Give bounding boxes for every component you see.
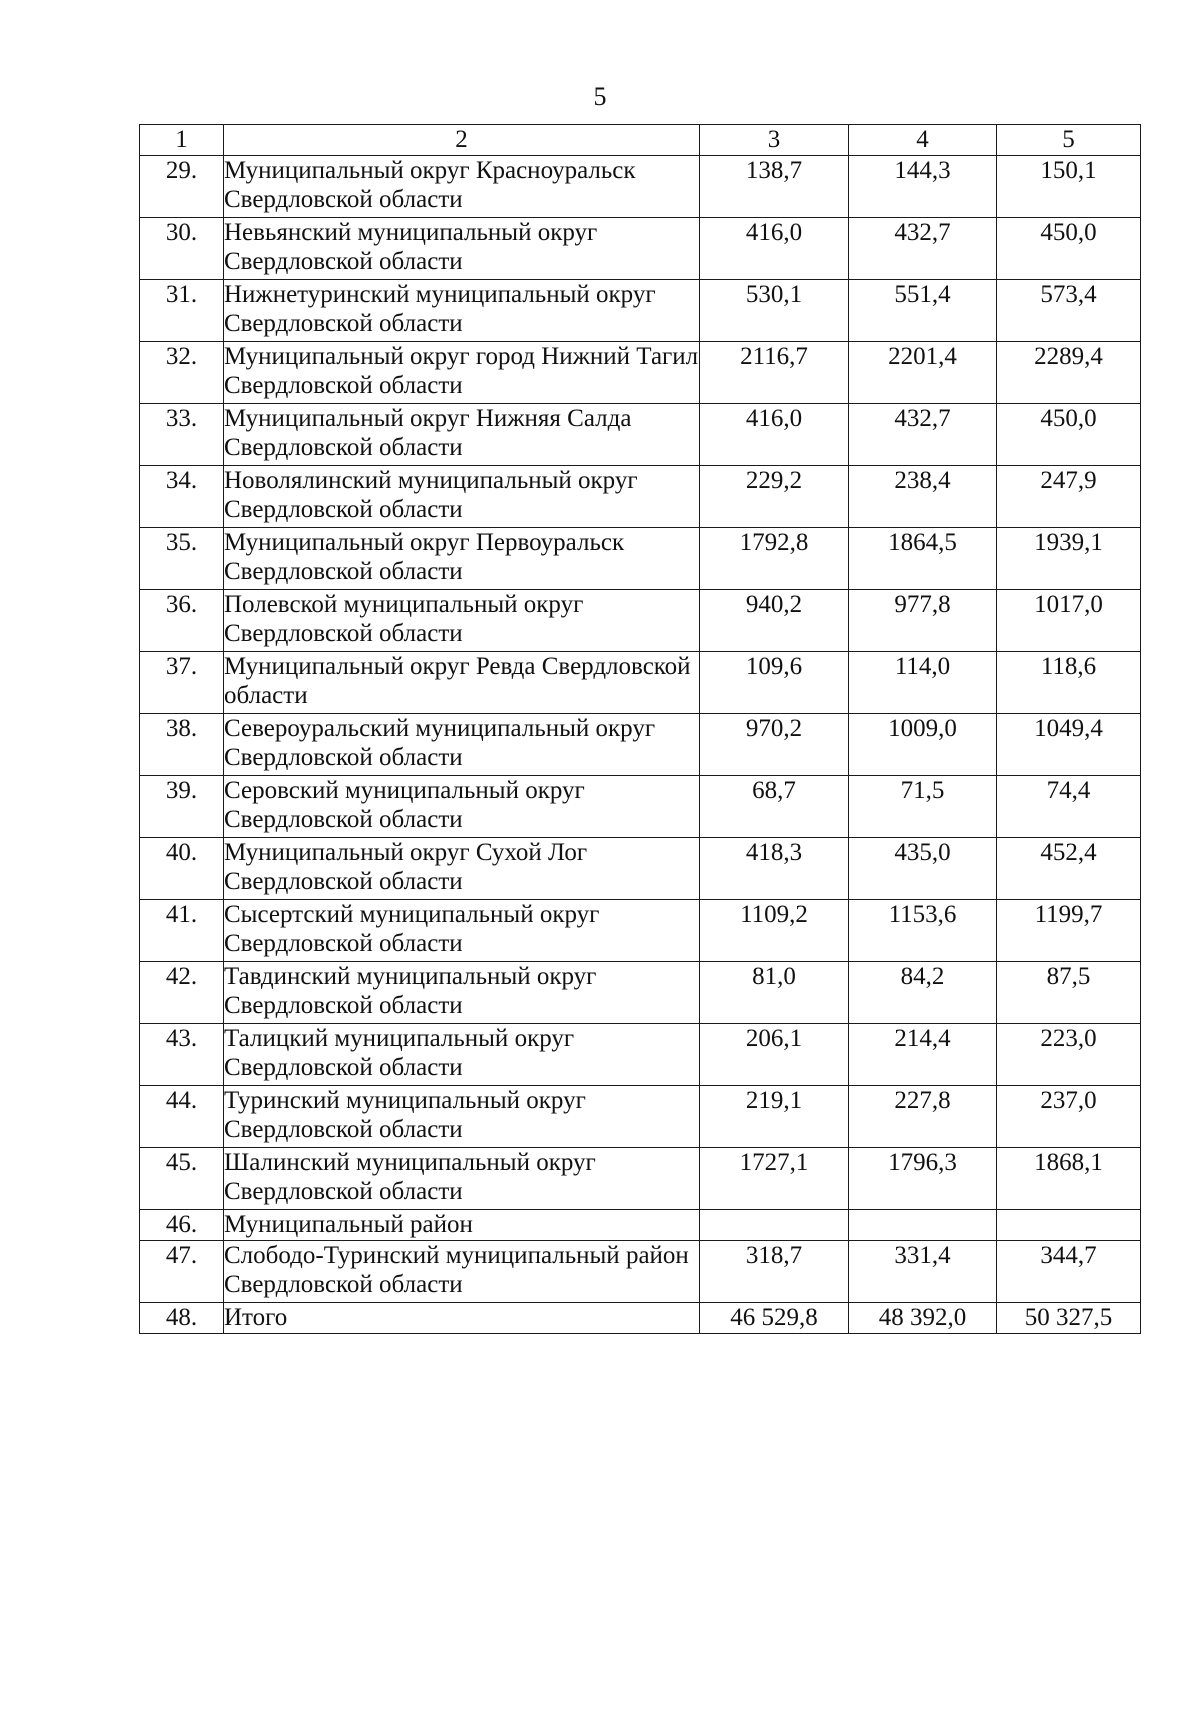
value-col-3: 318,7	[700, 1241, 849, 1303]
page-number: 5	[593, 82, 607, 111]
value-col-4: 71,5	[849, 776, 997, 838]
value-col-5: 344,7	[997, 1241, 1141, 1303]
value-col-3: 68,7	[700, 776, 849, 838]
row-number: 36.	[140, 590, 224, 652]
value-col-4: 1009,0	[849, 714, 997, 776]
row-number: 45.	[140, 1148, 224, 1210]
table-row	[140, 1241, 1141, 1303]
municipality-name: Итого	[224, 1303, 700, 1334]
row-number: 46.	[140, 1210, 224, 1241]
table-row	[140, 1024, 1141, 1086]
value-col-3: 109,6	[700, 652, 849, 714]
table-row	[140, 590, 1141, 652]
municipality-name: Тавдинский муниципальный округ Свердловской области	[224, 962, 700, 1024]
row-number: 39.	[140, 776, 224, 838]
municipality-name: Слободо-Туринский муниципальный район Свердловской области	[224, 1241, 700, 1303]
row-number: 48.	[140, 1303, 224, 1334]
value-col-3: 1792,8	[700, 528, 849, 590]
value-col-5: 247,9	[997, 466, 1141, 528]
value-col-4: 84,2	[849, 962, 997, 1024]
value-col-4: 1153,6	[849, 900, 997, 962]
row-number: 37.	[140, 652, 224, 714]
table-row	[140, 900, 1141, 962]
municipality-name: Невьянский муниципальный округ Свердловской области	[224, 218, 700, 280]
column-header: 1	[140, 125, 224, 156]
value-col-4: 2201,4	[849, 342, 997, 404]
municipality-name: Муниципальный округ Красноуральск Свердловской области	[224, 156, 700, 218]
row-number: 31.	[140, 280, 224, 342]
row-number: 47.	[140, 1241, 224, 1303]
value-col-4: 48 392,0	[849, 1303, 997, 1334]
municipality-name: Североуральский муниципальный округ Свердловской области	[224, 714, 700, 776]
value-col-4: 1864,5	[849, 528, 997, 590]
table-row	[140, 1148, 1141, 1210]
municipality-name: Туринский муниципальный округ Свердловской области	[224, 1086, 700, 1148]
value-col-3: 206,1	[700, 1024, 849, 1086]
value-col-3: 229,2	[700, 466, 849, 528]
value-col-5: 118,6	[997, 652, 1141, 714]
table-row	[140, 466, 1141, 528]
value-col-5: 150,1	[997, 156, 1141, 218]
value-col-4: 114,0	[849, 652, 997, 714]
table-row	[140, 218, 1141, 280]
municipality-name: Муниципальный округ город Нижний Тагил Свердловской области	[224, 342, 700, 404]
value-col-5: 573,4	[997, 280, 1141, 342]
column-header: 5	[997, 125, 1141, 156]
value-col-5: 1868,1	[997, 1148, 1141, 1210]
table-row	[140, 280, 1141, 342]
table-row	[140, 776, 1141, 838]
municipality-name: Муниципальный округ Сухой Лог Свердловской области	[224, 838, 700, 900]
value-col-3	[700, 1210, 849, 1241]
row-number: 34.	[140, 466, 224, 528]
value-col-3: 46 529,8	[700, 1303, 849, 1334]
row-number: 33.	[140, 404, 224, 466]
column-header: 3	[700, 125, 849, 156]
value-col-5: 237,0	[997, 1086, 1141, 1148]
value-col-4: 432,7	[849, 218, 997, 280]
table-row	[140, 1210, 1141, 1241]
value-col-4: 1796,3	[849, 1148, 997, 1210]
value-col-4: 435,0	[849, 838, 997, 900]
municipality-name: Полевской муниципальный округ Свердловской области	[224, 590, 700, 652]
table-row	[140, 652, 1141, 714]
municipality-name: Муниципальный район	[224, 1210, 700, 1241]
municipality-name: Серовский муниципальный округ Свердловской области	[224, 776, 700, 838]
table-row	[140, 156, 1141, 218]
value-col-3: 418,3	[700, 838, 849, 900]
value-col-5	[997, 1210, 1141, 1241]
value-col-4: 551,4	[849, 280, 997, 342]
allocation-table	[139, 124, 1141, 1334]
municipality-name: Муниципальный округ Нижняя Салда Свердловской области	[224, 404, 700, 466]
column-header: 2	[224, 125, 700, 156]
table-row	[140, 962, 1141, 1024]
value-col-3: 219,1	[700, 1086, 849, 1148]
table-row	[140, 1303, 1141, 1334]
value-col-3: 138,7	[700, 156, 849, 218]
value-col-3: 530,1	[700, 280, 849, 342]
row-number: 43.	[140, 1024, 224, 1086]
value-col-4: 144,3	[849, 156, 997, 218]
municipality-name: Нижнетуринский муниципальный округ Свердловской области	[224, 280, 700, 342]
value-col-4: 238,4	[849, 466, 997, 528]
value-col-4: 227,8	[849, 1086, 997, 1148]
table-row	[140, 714, 1141, 776]
value-col-3: 81,0	[700, 962, 849, 1024]
value-col-3: 1727,1	[700, 1148, 849, 1210]
row-number: 32.	[140, 342, 224, 404]
value-col-5: 1939,1	[997, 528, 1141, 590]
value-col-3: 2116,7	[700, 342, 849, 404]
value-col-3: 940,2	[700, 590, 849, 652]
value-col-5: 50 327,5	[997, 1303, 1141, 1334]
table-header-row	[140, 125, 1141, 156]
table-row	[140, 838, 1141, 900]
value-col-4: 214,4	[849, 1024, 997, 1086]
value-col-4: 977,8	[849, 590, 997, 652]
row-number: 41.	[140, 900, 224, 962]
table-row	[140, 1086, 1141, 1148]
value-col-4	[849, 1210, 997, 1241]
municipality-name: Шалинский муниципальный округ Свердловской области	[224, 1148, 700, 1210]
value-col-5: 450,0	[997, 218, 1141, 280]
value-col-3: 970,2	[700, 714, 849, 776]
value-col-3: 1109,2	[700, 900, 849, 962]
table-row	[140, 528, 1141, 590]
municipality-name: Сысертский муниципальный округ Свердловской области	[224, 900, 700, 962]
value-col-5: 450,0	[997, 404, 1141, 466]
municipality-name: Муниципальный округ Ревда Свердловской области	[224, 652, 700, 714]
row-number: 40.	[140, 838, 224, 900]
value-col-5: 1017,0	[997, 590, 1141, 652]
row-number: 38.	[140, 714, 224, 776]
table-body	[140, 125, 1141, 1334]
value-col-5: 74,4	[997, 776, 1141, 838]
row-number: 35.	[140, 528, 224, 590]
row-number: 30.	[140, 218, 224, 280]
row-number: 42.	[140, 962, 224, 1024]
row-number: 44.	[140, 1086, 224, 1148]
value-col-3: 416,0	[700, 218, 849, 280]
municipality-name: Новолялинский муниципальный округ Свердловской области	[224, 466, 700, 528]
municipality-name: Талицкий муниципальный округ Свердловской области	[224, 1024, 700, 1086]
value-col-4: 331,4	[849, 1241, 997, 1303]
value-col-5: 2289,4	[997, 342, 1141, 404]
value-col-5: 223,0	[997, 1024, 1141, 1086]
value-col-5: 1199,7	[997, 900, 1141, 962]
column-header: 4	[849, 125, 997, 156]
value-col-5: 1049,4	[997, 714, 1141, 776]
value-col-3: 416,0	[700, 404, 849, 466]
table-row	[140, 342, 1141, 404]
row-number: 29.	[140, 156, 224, 218]
municipality-name: Муниципальный округ Первоуральск Свердловской области	[224, 528, 700, 590]
value-col-5: 452,4	[997, 838, 1141, 900]
value-col-5: 87,5	[997, 962, 1141, 1024]
value-col-4: 432,7	[849, 404, 997, 466]
table-row	[140, 404, 1141, 466]
